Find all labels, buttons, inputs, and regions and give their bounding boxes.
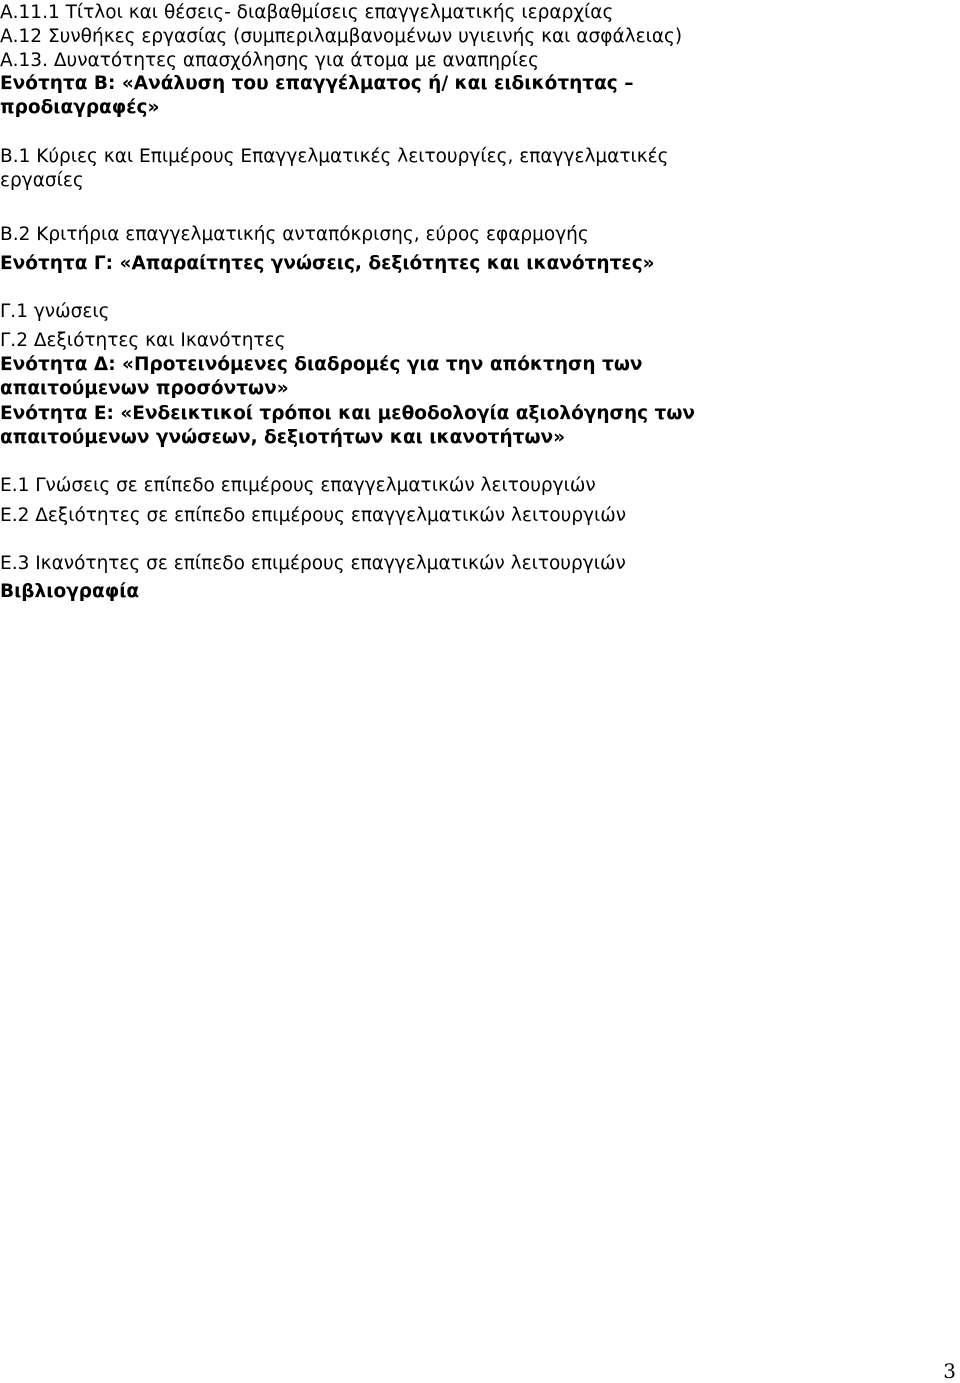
unit-b-heading-line2: προδιαγραφές»	[0, 97, 160, 118]
unit-e-heading-line2: απαιτούμενων γνώσεων, δεξιοτήτων και ικανοτήτων»	[0, 427, 566, 448]
toc-entry-a13: Α.13. Δυνατότητες απασχόλησης για άτομα με αναπηρίες	[0, 50, 539, 71]
toc-entry-a12: Α.12 Συνθήκες εργασίας (συμπεριλαμβανομένων υγιεινής και ασφάλειας)	[0, 26, 683, 47]
toc-entry-e3: Ε.3 Ικανότητες σε επίπεδο επιμέρους επαγγελματικών λειτουργιών	[0, 553, 626, 574]
toc-entry-g1: Γ.1 γνώσεις	[0, 301, 110, 322]
unit-g-heading: Ενότητα Γ: «Απαραίτητες γνώσεις, δεξιότητες και ικανότητες»	[0, 253, 655, 274]
toc-entry-e2: Ε.2 Δεξιότητες σε επίπεδο επιμέρους επαγγελματικών λειτουργιών	[0, 505, 627, 526]
toc-entry-b1-line1: Β.1 Κύριες και Επιμέρους Επαγγελματικές λειτουργίες, επαγγελματικές	[0, 146, 669, 167]
toc-entry-g2: Γ.2 Δεξιότητες και Ικανότητες	[0, 330, 286, 351]
toc-entry-b1-line2: εργασίες	[0, 170, 84, 191]
toc-entry-b2: Β.2 Κριτήρια επαγγελματικής ανταπόκρισης, εύρος εφαρμογής	[0, 224, 589, 245]
unit-e-heading-line1: Ενότητα Ε: «Ενδεικτικοί τρόποι και μεθοδολογία αξιολόγησης των	[0, 403, 696, 424]
bibliography-heading: Βιβλιογραφία	[0, 581, 140, 602]
unit-d-heading-line1: Ενότητα Δ: «Προτεινόμενες διαδρομές για την απόκτηση των	[0, 354, 643, 375]
toc-entry-e1: Ε.1 Γνώσεις σε επίπεδο επιμέρους επαγγελματικών λειτουργιών	[0, 475, 596, 496]
unit-d-heading-line2: απαιτούμενων προσόντων»	[0, 378, 289, 399]
toc-entry-a11: Α.11.1 Τίτλοι και θέσεις- διαβαθμίσεις επαγγελματικής ιεραρχίας	[0, 2, 614, 23]
unit-b-heading-line1: Ενότητα Β: «Ανάλυση του επαγγέλματος ή/ και ειδικότητας –	[0, 73, 634, 94]
page-number: 3	[943, 1359, 956, 1383]
